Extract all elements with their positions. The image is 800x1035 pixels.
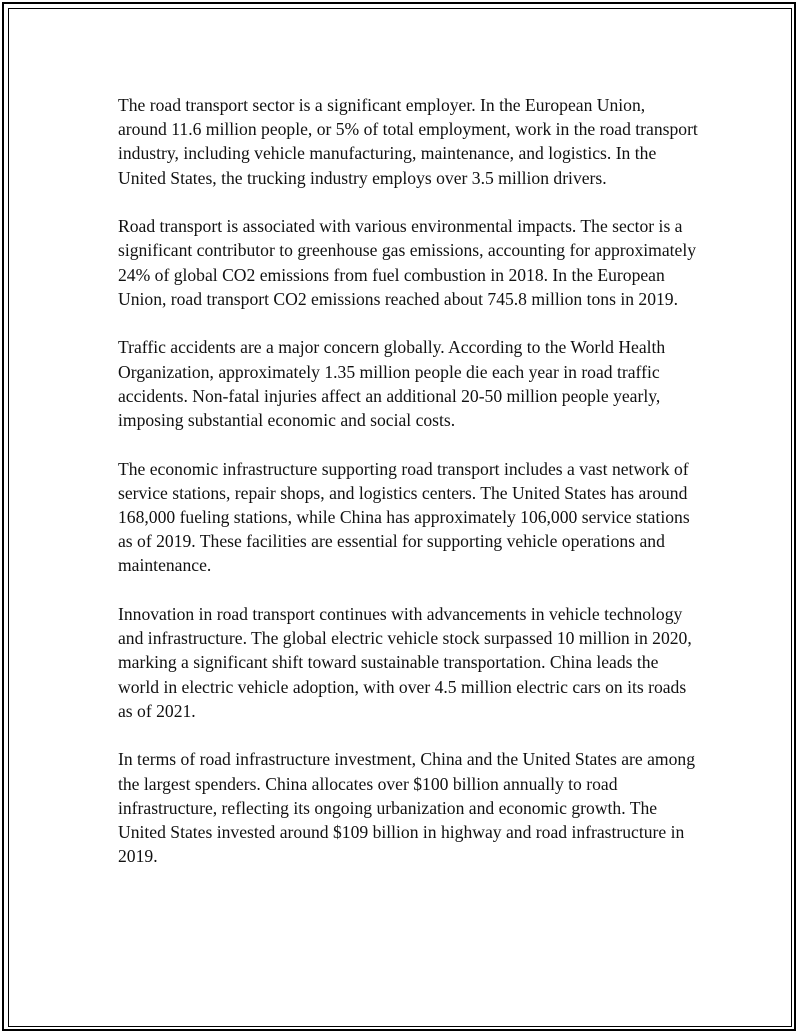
paragraph-infrastructure-network: The economic infrastructure supporting road transport includes a vast network of service stations, repair shops, and logistics centers. The United States has around 168,000 fueling stations, while China has approximately 106,000 service stations as of 2019. These facilities are essential for supporting vehicle operations and maintenance.	[118, 458, 690, 576]
paragraph-accidents: Traffic accidents are a major concern globally. According to the World Health Organization, approximately 1.35 million people die each year in road traffic accidents. Non-fatal injuries affect an additional 20-50 million people yearly, imposing substantial economic and social costs.	[118, 337, 666, 431]
document-body	[118, 93, 698, 893]
paragraph-environment: Road transport is associated with various environmental impacts. The sector is a significant contributor to greenhouse gas emissions, accounting for approximately 24% of global CO2 emissions from fuel combustion in 2018. In the European Union, road transport CO2 emissions reached about 745.8 million tons in 2019.	[118, 216, 697, 309]
paragraph-innovation: Innovation in road transport continues with advancements in vehicle technology and infrastructure. The global electric vehicle stock surpassed 10 million in 2020, marking a significant shift toward sustainable transportation. China leads the world in electric vehicle adoption, with over 4.5 million electric cars on its roads as of 2021.	[118, 604, 692, 721]
paragraph-employment: The road transport sector is a significant employer. In the European Union, around 11.6 million people, or 5% of total employment, work in the road transport industry, including vehicle manufacturing, maintenance, and logistics. In the United States, the trucking industry employs over 3.5 million drivers.	[118, 95, 698, 188]
paragraph-investment: In terms of road infrastructure investment, China and the United States are among the largest spenders. China allocates over $100 billion annually to road infrastructure, reflecting its ongoing urbanization and economic growth. The United States invested around $109 billion in highway and road infrastructure in 2019.	[118, 749, 696, 867]
